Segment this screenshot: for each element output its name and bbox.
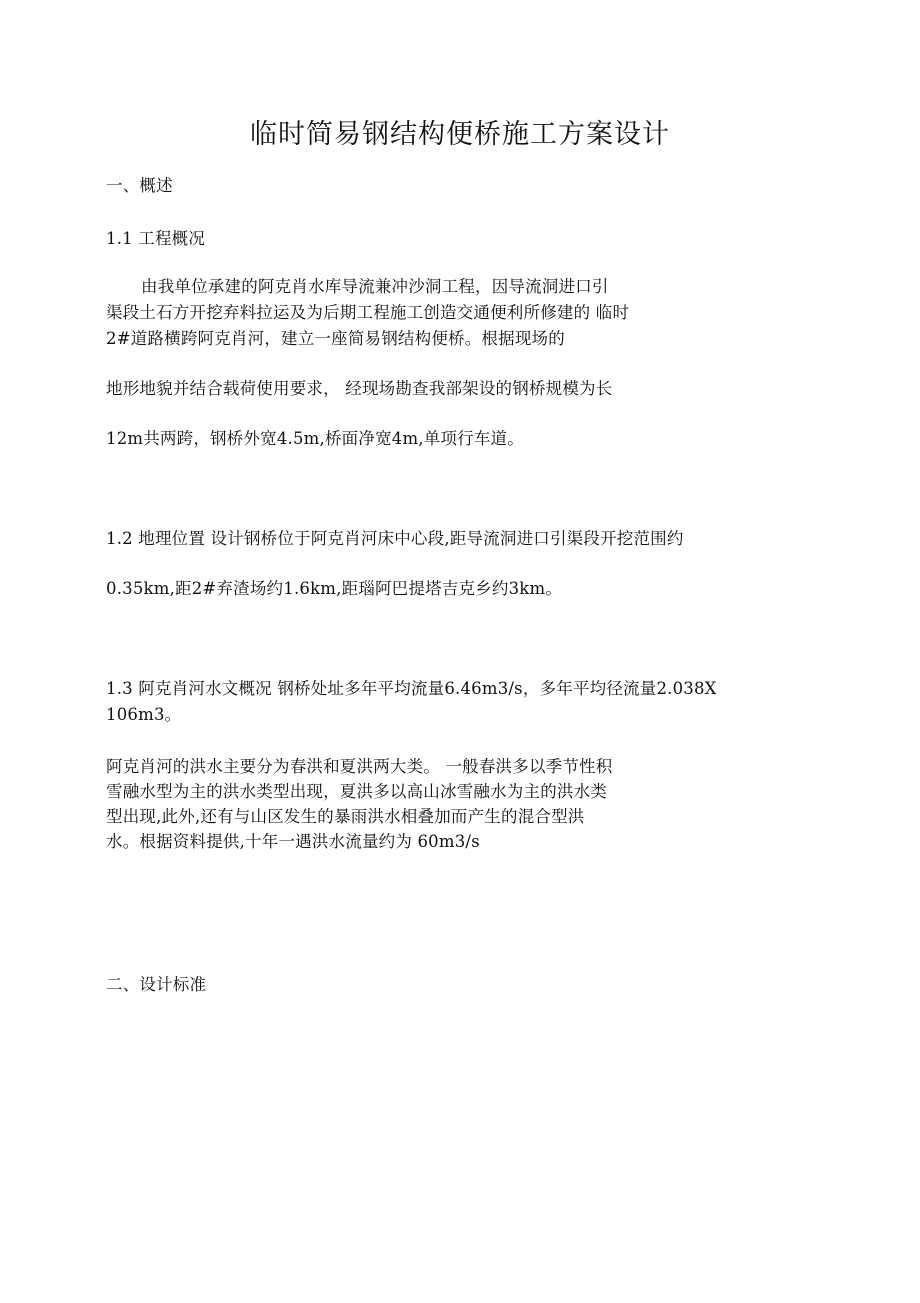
- paragraph-line: 1.2 地理位置 设计钢桥位于阿克肖河床中心段,距导流洞进口引渠段开挖范围约: [106, 529, 684, 548]
- paragraph-line: 由我单位承建的阿克肖水库导流兼冲沙洞工程，因导流洞进口引: [141, 277, 609, 296]
- paragraph-line: 1.3 阿克肖河水文概况 钢桥处址多年平均流量6.46m3/s，多年平均径流量2.038X: [106, 679, 717, 698]
- paragraph-line: 阿克肖河的洪水主要分为春洪和夏洪两大类。 一般春洪多以季节性积: [106, 757, 613, 776]
- paragraph-line: 0.35km,距2#弃渣场约1.6km,距瑙阿巴提塔吉克乡约3km。: [106, 579, 563, 598]
- section-heading-overview: 一、概述: [106, 176, 173, 195]
- paragraph-line: 型出现,此外,还有与山区发生的暴雨洪水相叠加而产生的混合型洪: [106, 807, 585, 826]
- paragraph-line: 12m共两跨，钢桥外宽4.5m,桥面净宽4m,单项行车道。: [106, 429, 524, 448]
- subsection-heading-project-overview: 1.1 工程概况: [106, 229, 206, 248]
- paragraph-line: 地形地貌并结合载荷使用要求， 经现场勘查我部架设的钢桥规模为长: [106, 379, 613, 398]
- paragraph-line: 雪融水型为主的洪水类型出现，夏洪多以高山冰雪融水为主的洪水类: [106, 782, 607, 801]
- paragraph-line: 2#道路横跨阿克肖河，建立一座简易钢结构便桥。根据现场的: [106, 329, 565, 348]
- paragraph-line: 渠段土石方开挖弃料拉运及为后期工程施工创造交通便利所修建的 临时: [106, 303, 630, 322]
- document-title: 临时简易钢结构便桥施工方案设计: [250, 119, 670, 150]
- paragraph-line: 水。根据资料提供,十年一遇洪水流量约为 60m3/s: [106, 832, 480, 851]
- paragraph-line: 106m3。: [106, 705, 182, 724]
- section-heading-design-standards: 二、设计标准: [106, 975, 207, 994]
